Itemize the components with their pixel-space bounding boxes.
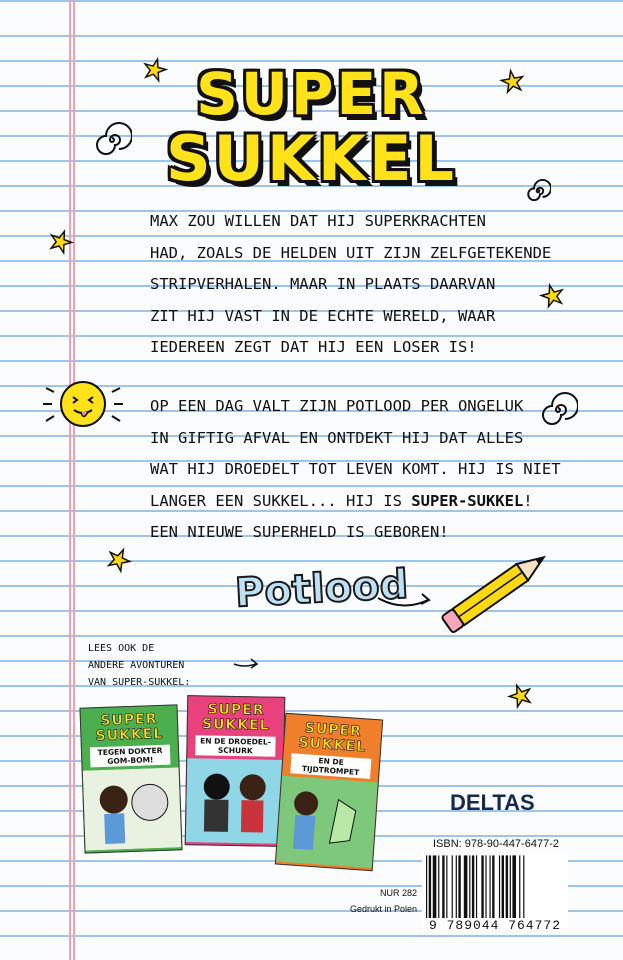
book-cover-illustration	[83, 767, 182, 850]
book-cover-subtitle: EN DE TIJDTROMPET	[290, 753, 371, 779]
arrow-icon	[232, 654, 260, 674]
book-cover-title: SUPER SUKKEL	[297, 720, 367, 756]
star-icon: ★	[502, 675, 538, 716]
arrow-icon	[376, 586, 436, 616]
also-read-text	[88, 640, 190, 691]
highlighted-name: SUPER-SUKKEL	[411, 491, 524, 510]
blurb-line: STRIPVERHALEN. MAAR IN PLAATS DAARVAN	[150, 275, 496, 293]
book-cover-illustration	[186, 758, 283, 844]
star-icon: ★	[100, 539, 138, 580]
blurb-text: !	[523, 491, 533, 510]
title-line-2: SUKKEL	[166, 122, 457, 195]
book-cover-title: SUPER SUKKEL	[201, 701, 270, 734]
nur-code: NUR 282	[379, 888, 417, 898]
book-cover-illustration	[276, 776, 378, 868]
blurb-line: IEDEREEN ZEGT DAT HIJ EEN LOSER IS!	[150, 338, 477, 356]
book-cover-subtitle: EN DE DROEDEL-SCHURK	[195, 735, 275, 756]
blurb-line: HAD, ZOALS DE HELDEN UIT ZIJN ZELFGETEKENDE	[150, 243, 552, 262]
also-read-line: LEES OOK DE	[88, 643, 155, 654]
isbn-text: ISBN: 978-90-447-6477-2	[433, 838, 559, 850]
star-icon: ★	[536, 276, 569, 315]
book-cover-3	[275, 713, 383, 871]
title-line-1: SUPER	[196, 60, 427, 128]
tongue-smiley-icon	[38, 364, 128, 444]
swirl-icon	[538, 390, 578, 430]
star-icon: ★	[138, 50, 172, 89]
book-cover-subtitle: TEGEN DOKTER GOM-BOM!	[90, 745, 171, 768]
book-cover-title: SUPER SUKKEL	[95, 711, 164, 745]
blurb-line: WAT HIJ DROEDELT TOT LEVEN KOMT. HIJ IS NIET	[150, 460, 561, 478]
publisher-logo: DELTAS	[450, 790, 535, 815]
blurb-line: OP EEN DAG VALT ZIJN POTLOOD PER ONGELUK	[150, 397, 524, 415]
blurb-paragraph-2	[150, 391, 561, 549]
blurb-text: LANGER EEN SUKKEL... HIJ IS	[150, 491, 412, 510]
book-cover-1	[79, 704, 182, 853]
blurb-paragraph-1	[150, 206, 552, 364]
swirl-icon	[92, 120, 132, 160]
potlood-doodle-word: Potlood	[233, 561, 410, 617]
blurb-line: MAX ZOU WILLEN DAT HIJ SUPERKRACHTEN	[150, 212, 486, 230]
also-read-line: VAN SUPER-SUKKEL:	[88, 677, 191, 688]
blurb-line: EEN NIEUWE SUPERHELD IS GEBOREN!	[150, 523, 449, 541]
printed-in-text: Gedrukt in Polen	[349, 904, 417, 914]
book-cover-2	[185, 695, 286, 847]
blurb-line	[150, 486, 540, 518]
ean-number: 9 789044 764772	[422, 918, 568, 933]
also-read-line: ANDERE AVONTUREN	[88, 660, 185, 671]
blurb-line: ZIT HIJ VAST IN DE ECHTE WERELD, WAAR	[150, 306, 496, 325]
pencil-icon	[432, 540, 562, 640]
star-icon: ★	[43, 221, 79, 262]
blurb-line: IN GIFTIG AFVAL EN ONTDEKT HIJ DAT ALLES	[150, 428, 524, 447]
swirl-icon	[525, 178, 551, 204]
star-icon: ★	[497, 63, 528, 100]
